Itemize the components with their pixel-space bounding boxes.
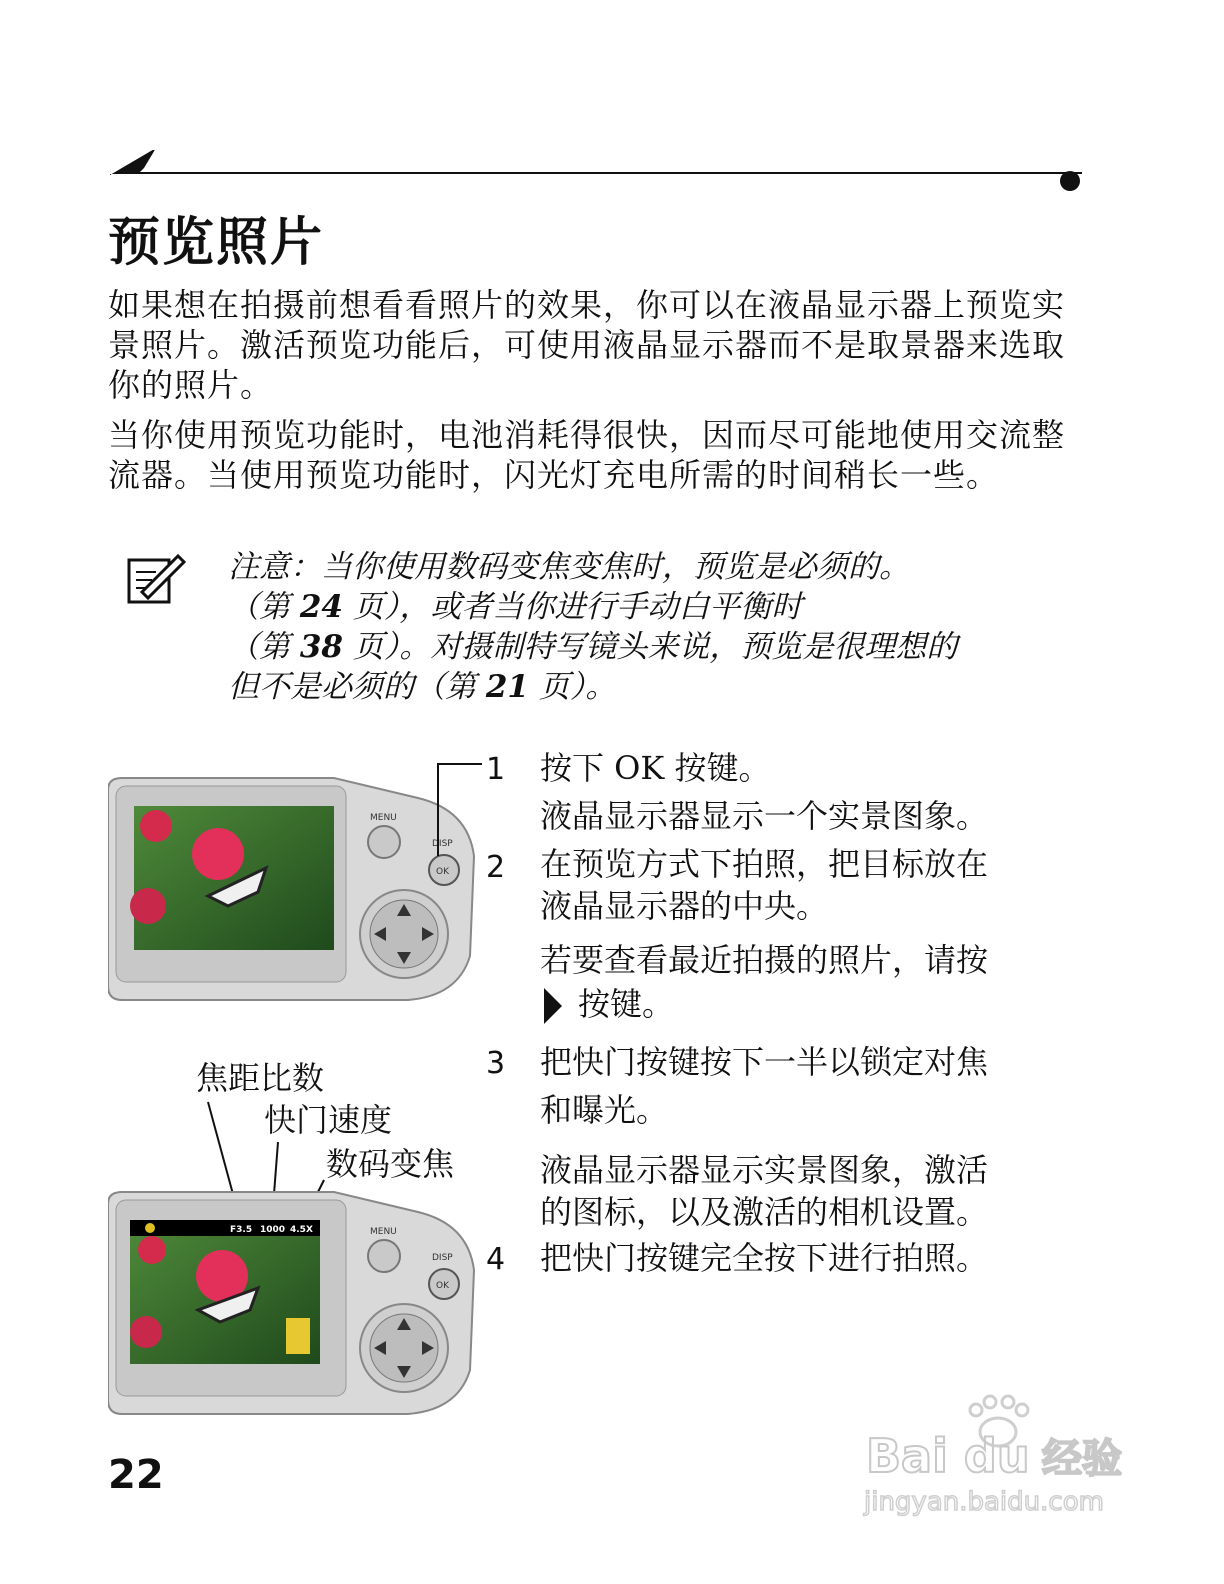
page-ref[interactable]: 21: [485, 669, 529, 705]
step-3-text-line-1: 把快门按键按下一半以锁定对焦: [540, 1043, 989, 1081]
note-line-4: 但不是必须的（第 21 页）。: [228, 669, 617, 705]
callout-zoom: 数码变焦: [326, 1145, 455, 1183]
right-arrow-icon: [540, 986, 566, 1026]
step-1-subtext: 液晶显示器显示一个实景图象。: [540, 797, 989, 835]
step-1-text: 按下 OK 按键。: [540, 749, 771, 787]
step-2-text-line-2: 液晶显示器的中央。: [540, 887, 829, 925]
page-ref[interactable]: 38: [299, 629, 343, 665]
step-3-subtext-line-2: 的图标，以及激活的相机设置。: [540, 1193, 989, 1231]
step-3-subtext-line-1: 液晶显示器显示实景图象，激活: [540, 1151, 989, 1189]
camera-illustration-settings: [108, 1190, 480, 1416]
menu-button-label: MENU: [370, 813, 397, 823]
callout-shutter: 快门速度: [264, 1101, 393, 1139]
intro-paragraph: 如果想在拍摄前想看看照片的效果，你可以在液晶显示器上预览实景照片。激活预览功能后，可使用液晶显示器而不是取景器来选取你的照片。: [108, 286, 1066, 404]
step-number: 4: [486, 1242, 506, 1277]
step-number: 3: [486, 1046, 506, 1081]
lcd-aperture: F3.5: [230, 1225, 253, 1235]
disp-button-label: DISP: [432, 839, 453, 849]
note-line-1: 注意：当你使用数码变焦变焦时，预览是必须的。: [228, 549, 910, 585]
step-4-text: 把快门按键完全按下进行拍照。: [540, 1239, 989, 1277]
camera-illustration-preview: [108, 776, 480, 1004]
step1-leader-line: [436, 756, 486, 856]
ok-button-label: OK: [436, 867, 449, 877]
step-3-text-line-2: 和曝光。: [540, 1091, 669, 1129]
note-text: [228, 547, 1088, 707]
callout-aperture: 焦距比数: [196, 1059, 325, 1097]
step-2-subtext-line-2: 按键。: [578, 985, 675, 1023]
step-number: 1: [486, 752, 506, 787]
step-number: 2: [486, 850, 506, 885]
page-ref[interactable]: 24: [299, 589, 343, 625]
watermark-brand: Bai du: [866, 1429, 1030, 1483]
lcd-zoom: 4.5X: [290, 1225, 313, 1235]
battery-paragraph: 当你使用预览功能时，电池消耗得很快，因而尽可能地使用交流整流器。当使用预览功能时，闪光灯充电所需的时间稍长一些。: [108, 416, 1066, 494]
menu-button-label: MENU: [370, 1227, 397, 1237]
disp-button-label: DISP: [432, 1253, 453, 1263]
note-line-2: （第 24 页），或者当你进行手动白平衡时: [228, 589, 803, 625]
baidu-watermark: [862, 1392, 1142, 1522]
step-2-subtext-line-1: 若要查看最近拍摄的照片，请按: [540, 941, 989, 979]
step-2-text-line-1: 在预览方式下拍照，把目标放在: [540, 845, 989, 883]
header-rule: [110, 150, 1082, 200]
watermark-url: jingyan.baidu.com: [864, 1487, 1104, 1517]
page-number: 22: [108, 1452, 164, 1498]
note-line-3: （第 38 页）。对摄制特写镜头来说，预览是很理想的: [228, 629, 958, 665]
ok-button-label: OK: [436, 1281, 449, 1291]
note-icon: [126, 550, 186, 606]
lcd-shutter: 1000: [260, 1225, 286, 1235]
page-title: 预览照片: [108, 213, 325, 273]
watermark-service: 经验: [1042, 1436, 1122, 1482]
